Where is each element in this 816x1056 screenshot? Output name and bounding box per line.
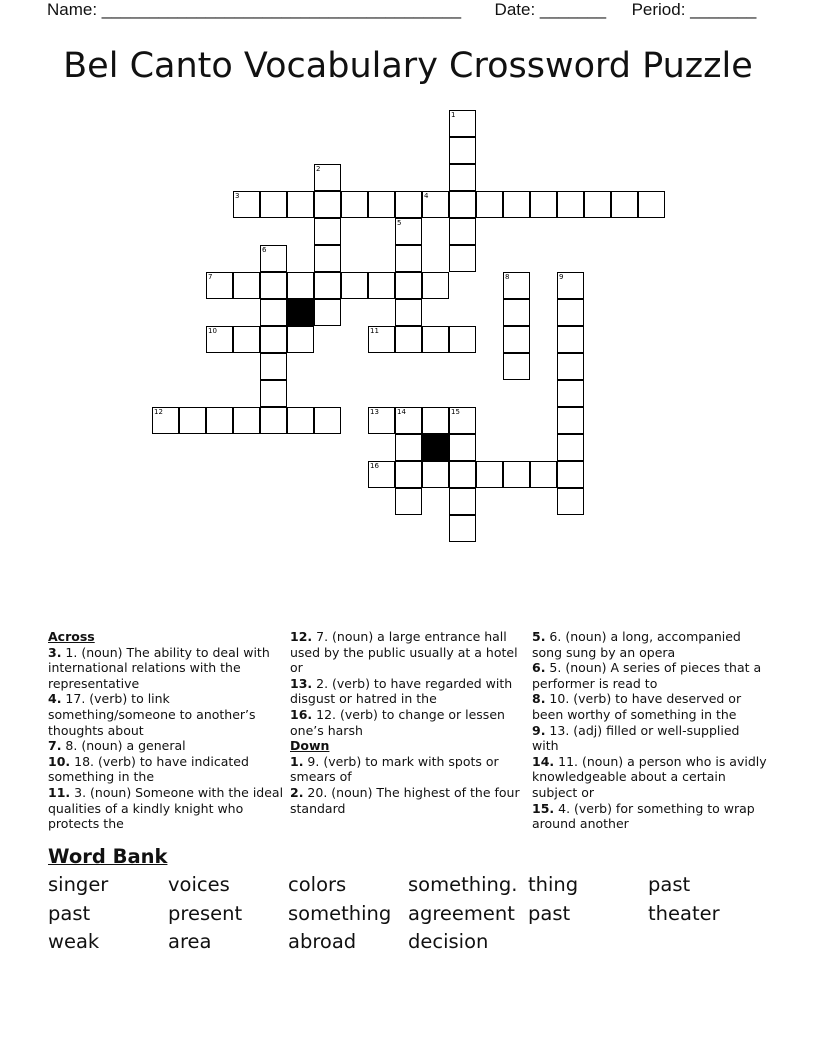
clue (532, 691, 768, 722)
clue-text: 4. (verb) for something to wrap around another (532, 800, 755, 832)
grid-cell[interactable] (422, 326, 449, 353)
date-field[interactable]: Date: _______ (494, 0, 607, 19)
grid-cell[interactable] (287, 272, 314, 299)
clue (290, 629, 526, 676)
grid-number: 15 (451, 408, 460, 416)
clue (532, 629, 768, 660)
clue-text: 10. (verb) to have deserved or been worthy of something in the (532, 691, 742, 722)
clue (48, 754, 284, 785)
word-bank-word: agreement (408, 902, 515, 925)
clues-column-2 (290, 629, 526, 816)
grid-cell[interactable] (260, 299, 287, 326)
clues-column-1 (48, 629, 284, 832)
grid-cell[interactable] (449, 515, 476, 542)
grid-cell[interactable] (260, 191, 287, 218)
grid-cell[interactable] (557, 461, 584, 488)
grid-cell[interactable] (449, 191, 476, 218)
grid-cell[interactable] (449, 164, 476, 191)
clue-text: 8. (noun) a general (61, 738, 186, 754)
grid-cell[interactable] (611, 191, 638, 218)
grid-number: 16 (370, 462, 379, 470)
grid-cell[interactable] (395, 434, 422, 461)
grid-cell[interactable] (449, 326, 476, 353)
clue-number: 10. (48, 753, 71, 769)
clue (48, 645, 284, 692)
grid-cell[interactable] (287, 326, 314, 353)
clue (48, 738, 284, 754)
word-bank-title: Word Bank (48, 845, 168, 868)
grid-number: 2 (316, 165, 321, 173)
word-bank-word: area (168, 930, 212, 953)
grid-cell[interactable] (395, 299, 422, 326)
grid-cell[interactable] (260, 272, 287, 299)
grid-cell[interactable] (449, 137, 476, 164)
grid-number: 12 (154, 408, 163, 416)
word-bank-word: thing (528, 873, 579, 896)
grid-cell[interactable] (314, 191, 341, 218)
grid-cell[interactable] (395, 272, 422, 299)
clue-text: 9. (verb) to mark with spots or smears of (290, 753, 499, 785)
page-title: Bel Canto Vocabulary Crossword Puzzle (63, 46, 753, 86)
grid-cell[interactable] (503, 191, 530, 218)
word-bank-word: voices (168, 873, 230, 896)
clue-number: 1. (290, 753, 304, 769)
grid-cell[interactable] (503, 461, 530, 488)
grid-cell[interactable] (233, 326, 260, 353)
clue-text: 11. (noun) a person who is avidly knowledgeable about a certain subject or (532, 753, 767, 800)
word-bank-word: past (648, 873, 691, 896)
grid-cell[interactable] (260, 353, 287, 380)
word-bank-word: singer (48, 873, 109, 896)
grid-cell[interactable] (314, 272, 341, 299)
grid-cell[interactable] (557, 326, 584, 353)
grid-block (422, 434, 449, 461)
clue-number: 4. (48, 691, 62, 707)
clue (532, 754, 768, 801)
grid-cell[interactable] (341, 272, 368, 299)
clue-number: 2. (290, 784, 304, 800)
clue (48, 785, 284, 832)
grid-cell[interactable] (314, 245, 341, 272)
clue (532, 723, 768, 754)
grid-cell[interactable] (314, 299, 341, 326)
grid-cell[interactable] (449, 218, 476, 245)
word-bank-word: weak (48, 930, 100, 953)
grid-cell[interactable] (368, 272, 395, 299)
clue-number: 9. (532, 722, 546, 738)
word-bank-word: something (288, 902, 392, 925)
clue (290, 785, 526, 816)
grid-number: 9 (559, 273, 564, 281)
grid-cell[interactable] (368, 191, 395, 218)
grid-cell[interactable] (422, 461, 449, 488)
word-bank-word: decision (408, 930, 489, 953)
grid-cell[interactable] (260, 380, 287, 407)
grid-number: 7 (208, 273, 213, 281)
grid-cell[interactable] (503, 299, 530, 326)
clue-number: 15. (532, 800, 555, 816)
clue-number: 7. (48, 738, 62, 754)
grid-cell[interactable] (395, 488, 422, 515)
name-field[interactable]: Name: ______________________________________ (47, 0, 462, 19)
grid-cell[interactable] (476, 191, 503, 218)
word-bank-word: past (48, 902, 91, 925)
clue-number: 5. (532, 629, 546, 644)
grid-cell[interactable] (557, 299, 584, 326)
grid-cell[interactable] (449, 488, 476, 515)
grid-number: 8 (505, 273, 510, 281)
clue-number: 3. (48, 644, 62, 660)
clue-text: 5. (noun) A series of pieces that a performer is read to (532, 660, 762, 691)
grid-cell[interactable] (314, 218, 341, 245)
grid-cell[interactable] (395, 326, 422, 353)
clue-text: 18. (verb) to have indicated something in the (48, 753, 249, 785)
clue-text: 7. (noun) a large entrance hall used by the public usually at a hotel or (290, 629, 518, 676)
clue-number: 8. (532, 691, 546, 707)
clue-number: 11. (48, 784, 71, 800)
clue-text: 3. (noun) Someone with the ideal qualities of a kindly knight who protects the (48, 784, 284, 832)
word-bank-word: something. (408, 873, 518, 896)
clue-text: 1. (noun) The ability to deal with international relations with the representative (48, 644, 270, 691)
grid-cell[interactable] (341, 191, 368, 218)
clues-column-3 (532, 629, 768, 832)
grid-cell[interactable] (422, 407, 449, 434)
grid-cell[interactable] (557, 380, 584, 407)
grid-cell[interactable] (449, 245, 476, 272)
grid-number: 3 (235, 192, 240, 200)
grid-cell[interactable] (557, 488, 584, 515)
grid-cell[interactable] (260, 407, 287, 434)
grid-cell[interactable] (233, 407, 260, 434)
clue (290, 707, 526, 738)
grid-cell[interactable] (476, 461, 503, 488)
clue (532, 660, 768, 691)
across-heading: Across (48, 629, 95, 644)
clue (48, 691, 284, 738)
grid-number: 10 (208, 327, 217, 335)
grid-cell[interactable] (395, 461, 422, 488)
grid-cell[interactable] (422, 272, 449, 299)
period-field[interactable]: Period: _______ (631, 0, 757, 19)
grid-cell[interactable] (503, 326, 530, 353)
grid-cell[interactable] (449, 461, 476, 488)
grid-cell[interactable] (557, 434, 584, 461)
clue-text: 12. (verb) to change or lessen one’s harsh (290, 706, 505, 738)
word-bank-word: theater (648, 902, 720, 925)
grid-cell[interactable] (557, 407, 584, 434)
grid-cell[interactable] (638, 191, 665, 218)
word-bank-word: abroad (288, 930, 357, 953)
clue-text: 2. (verb) to have regarded with disgust or hatred in the (290, 675, 513, 707)
grid-number: 1 (451, 111, 456, 119)
clue-number: 13. (290, 675, 313, 691)
grid-cell[interactable] (395, 191, 422, 218)
grid-number: 4 (424, 192, 429, 200)
word-bank-word: present (168, 902, 243, 925)
clue (290, 754, 526, 785)
grid-number: 5 (397, 219, 402, 227)
grid-cell[interactable] (260, 326, 287, 353)
grid-cell[interactable] (206, 407, 233, 434)
clue-text: 17. (verb) to link something/someone to another’s thoughts about (48, 691, 256, 738)
grid-cell[interactable] (287, 191, 314, 218)
grid-cell[interactable] (287, 407, 314, 434)
grid-cell[interactable] (530, 191, 557, 218)
grid-cell[interactable] (314, 407, 341, 434)
grid-cell[interactable] (530, 461, 557, 488)
clue-number: 12. (290, 629, 313, 644)
word-bank-word: past (528, 902, 571, 925)
clue-text: 6. (noun) a long, accompanied song sung by an opera (532, 629, 741, 660)
grid-cell[interactable] (395, 245, 422, 272)
clue-number: 16. (290, 706, 313, 722)
clue-number: 6. (532, 660, 546, 676)
grid-number: 13 (370, 408, 379, 416)
grid-block (287, 299, 314, 326)
clue-text: 20. (noun) The highest of the four standard (290, 784, 520, 816)
grid-cell[interactable] (449, 434, 476, 461)
grid-number: 6 (262, 246, 267, 254)
grid-cell[interactable] (557, 191, 584, 218)
clue (532, 801, 768, 832)
grid-cell[interactable] (503, 353, 530, 380)
grid-cell[interactable] (233, 272, 260, 299)
grid-cell[interactable] (557, 353, 584, 380)
clue (290, 676, 526, 707)
clue-number: 14. (532, 753, 555, 769)
grid-cell[interactable] (179, 407, 206, 434)
grid-cell[interactable] (584, 191, 611, 218)
grid-number: 14 (397, 408, 406, 416)
down-heading: Down (290, 738, 330, 754)
clue-text: 13. (adj) filled or well-supplied with (532, 722, 740, 754)
word-bank-word: colors (288, 873, 347, 896)
grid-number: 11 (370, 327, 379, 335)
